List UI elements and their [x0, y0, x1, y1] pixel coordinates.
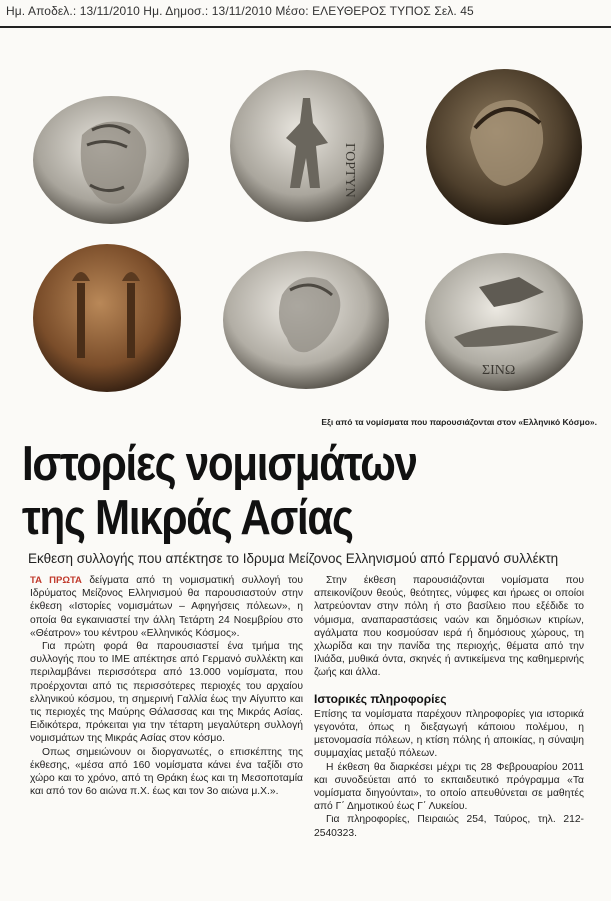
coin-female-head	[222, 250, 390, 390]
coin-eagle-dolphin	[424, 252, 584, 392]
coin-zeus-head	[32, 95, 190, 225]
paragraph: Για πληροφορίες, Πειραιώς 254, Ταύρος, τηλ. 212-2540323.	[314, 814, 584, 839]
coin-bronze-torches	[32, 243, 182, 393]
headline-line-2: της Μικράς Ασίας	[22, 491, 353, 545]
article-subtitle: Εκθεση συλλογής που απέκτησε το Ιδρυμα Μείζονος Ελληνισμού από Γερμανό συλλέκτη	[28, 551, 559, 566]
photo-caption: Εξι από τα νομίσματα που παρουσιάζονται στον «Ελληνικό Κόσμο».	[321, 417, 597, 427]
coin-helmeted-head	[425, 68, 583, 226]
clipping-meta-line: Ημ. Αποδελ.: 13/11/2010 Ημ. Δημοσ.: 13/11/2010 Μέσο: ΕΛΕΥΘΕΡΟΣ ΤΥΠΟΣ Σελ. 45	[6, 4, 474, 18]
paragraph: Για πρώτη φορά θα παρουσιαστεί ένα τμήμα της συλλογής που το ΙΜΕ απέκτησε από Γερμανό συλλέκτη και περιλαμβάνει περισσότερα από 13.000 νομίσματα, που προέρχονται από τις περισσότερες περιοχές του αρχαίου ελληνικού κόσμου, τη σημερινή Γαλλία έως την Αίγυπτο και τις περιοχές της Μαύρης Θάλασσας και της Μικράς Ασίας. Ειδικότερα, πρόκειται για την τέταρτη μεγαλύτερη συλλογή νομισμάτων της Μικράς Ασίας στον κόσμο.	[30, 641, 303, 745]
paragraph: Οπως σημειώνουν οι διοργανωτές, ο επισκέπτης της έκθεσης, «μέσα από 160 νομίσματα κάνει ένα ταξίδι στο χώρο και το χρόνο, από τη Θράκη έως και τη Μεσοποταμία και από τον 6ο αιώνα π.Χ. έως και τον 3ο αιώνα μ.Χ.».	[30, 746, 303, 798]
coin-standing-figure	[228, 68, 386, 223]
paragraph: Επίσης τα νομίσματα παρέχουν πληροφορίες για ιστορικά γεγονότα, όπως η διεξαγωγή κάποιου πολέμου, η μετονομασία πόλεων, η κτίση πόλης ή αποικίας, η σύναψη συμμαχίας μεταξύ πόλεων.	[314, 708, 584, 760]
coin-inscription: ΣΙΝΩ	[482, 363, 516, 378]
coin-inscription: ΓΟΡΤΥΝ	[342, 143, 357, 198]
paragraph: ΤΑ ΠΡΩΤΑ δείγματα από τη νομισματική συλλογή του Ιδρύματος Μείζονος Ελληνισμού θα παρουσιαστούν στην έκθεση «Ιστορίες νομισμάτων – Αφηγήσεις πόλεων», η οποία θα εγκαινιαστεί την άλλη Τετάρτη 24 Νοεμβρίου στο «Θέατρον» του κέντρου «Ελληνικός Κόσμος».	[30, 575, 303, 639]
paragraph: Στην έκθεση παρουσιάζονται νομίσματα που απεικονίζουν θεούς, θεότητες, νύμφες και ήρωες οι οποίοι λατρεύονταν στην πόλη ή στο βασίλειο που εξέδιδε το νόμισμα, αναπαραστάσεις ναών και δημόσιων κτιρίων, αγάλματα που κοσμούσαν ιερά ή δημόσιους χώρους, τη χλωρίδα και την πανίδα της περιοχής, θέματα από την Ιλιάδα, μυθικά όντα, σκηνές ή αντικείμενα της καθημερινής ζωής και άλλα.	[314, 575, 584, 679]
header-divider	[0, 26, 611, 28]
headline-line-1: Ιστορίες νομισμάτων	[22, 437, 417, 491]
article-column-right	[314, 574, 584, 840]
article-column-left	[30, 574, 303, 798]
article-kicker: ΤΑ ΠΡΩΤΑ	[30, 575, 82, 586]
section-subhead: Ιστορικές πληροφορίες	[314, 691, 447, 706]
paragraph: Η έκθεση θα διαρκέσει μέχρι τις 28 Φεβρουαρίου 2011 και συνοδεύεται από το εκπαιδευτικό πρόγραμμα «Τα νομίσματα διηγούνται», το οποίο απευθύνεται σε μαθητές από Γ΄ Δημοτικού έως Γ΄ Λυκείου.	[314, 761, 584, 813]
